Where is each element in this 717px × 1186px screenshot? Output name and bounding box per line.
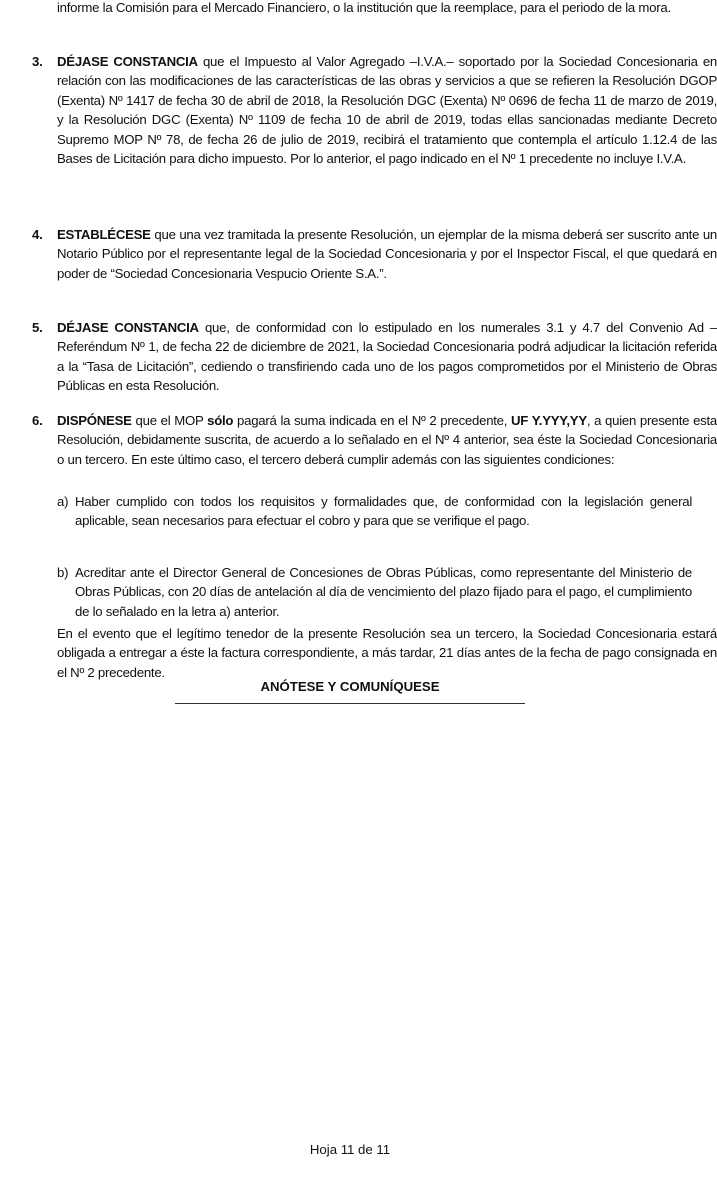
item-6 — [32, 411, 717, 469]
condition-text: Haber cumplido con todos los requisitos y formalidades que, de conformidad con la legislación general aplicable, sean necesarios para efectuar el cobro y para que se verifique el pago. — [75, 494, 692, 529]
item-number: 3. — [32, 54, 43, 69]
item-text: , a quien presente esta Resolución, debidamente suscrita, de acuerdo a lo señalado en el Nº 4 anterior, sea éste la Sociedad Concesionaria o un tercero. En este último caso, el tercero deberá cumplir además con las siguientes condiciones: — [57, 413, 717, 467]
item-text: que el Impuesto al Valor Agregado –I.V.A.– soportado por la Sociedad Concesionaria en relación con las modificaciones de las características de las obras y servicios a que se refieren la Resolución DGOP (Exenta) Nº 1417 de fecha 30 de abril de 2018, la Resolución DGC (Exenta) Nº 0696 de fecha 11 de marzo de 2019, y la Resolución DGC (Exenta) Nº 1109 de fecha 10 de abril de 2019, todas ellas sancionadas mediante Decreto Supremo MOP Nº 78, de fecha 26 de julio de 2019, recibirá el tratamiento que contempla el artículo 1.12.4 de las Bases de Licitación para dicho impuesto. Por lo anterior, el pago indicado en el Nº 1 precedente no incluye I.V.A. — [57, 54, 717, 167]
item-3 — [32, 52, 717, 168]
item-text: que una vez tramitada la presente Resolución, un ejemplar de la misma deberá ser suscrito ante un Notario Público por el representante legal de la Sociedad Concesionaria y por el Inspector Fiscal, el que quedará en poder de “Sociedad Concesionaria Vespucio Oriente S.A.”. — [57, 227, 717, 281]
closing-paragraph: En el evento que el legítimo tenedor de la presente Resolución sea un tercero, la Sociedad Concesionaria estará obligada a entregar a éste la factura correspondiente, a más tardar, 21 días antes de la fecha de pago consignada en el Nº 2 precedente. — [57, 626, 717, 680]
page-footer: Hoja 11 de 11 — [309, 1142, 391, 1157]
condition-b — [32, 563, 692, 621]
item-text: que el MOP — [131, 413, 208, 428]
item-4 — [32, 225, 717, 283]
item-5 — [32, 318, 717, 396]
item-keyword: ESTABLÉCESE — [57, 227, 151, 242]
sign-off: ANÓTESE Y COMUNÍQUESE — [260, 679, 440, 694]
item-amount: UF Y.YYY,YY — [511, 413, 587, 428]
item-keyword: DISPÓNESE — [57, 413, 132, 428]
condition-label: b) — [57, 565, 69, 580]
item-number: 6. — [32, 413, 43, 428]
intro-paragraph: informe la Comisión para el Mercado Financiero, o la institución que la reemplace, para el periodo de la mora. — [57, 0, 671, 15]
condition-a — [32, 492, 692, 531]
signature-line — [175, 703, 525, 704]
item-number: 5. — [32, 320, 43, 335]
item-text: pagará la suma indicada en el Nº 2 precedente, — [233, 413, 512, 428]
item-keyword: DÉJASE CONSTANCIA — [57, 54, 198, 69]
item-number: 4. — [32, 227, 43, 242]
item-keyword: DÉJASE CONSTANCIA — [57, 320, 199, 335]
condition-text: Acreditar ante el Director General de Concesiones de Obras Públicas, como representante del Ministerio de Obras Públicas, con 20 días de antelación al día de vencimiento del plazo fijado para el pago, el cumplimiento de lo señalado en la letra a) anterior. — [75, 565, 692, 619]
condition-label: a) — [57, 494, 69, 509]
item-emphasis: sólo — [207, 413, 234, 428]
item-text: que, de conformidad con lo estipulado en los numerales 3.1 y 4.7 del Convenio Ad – Referéndum Nº 1, de fecha 22 de diciembre de 2021, la Sociedad Concesionaria podrá adjudicar la licitación referida a la “Tasa de Licitación”, cediendo o transfiriendo cada uno de los pagos comprometidos por el Ministerio de Obras Públicas en esta Resolución. — [57, 320, 717, 394]
